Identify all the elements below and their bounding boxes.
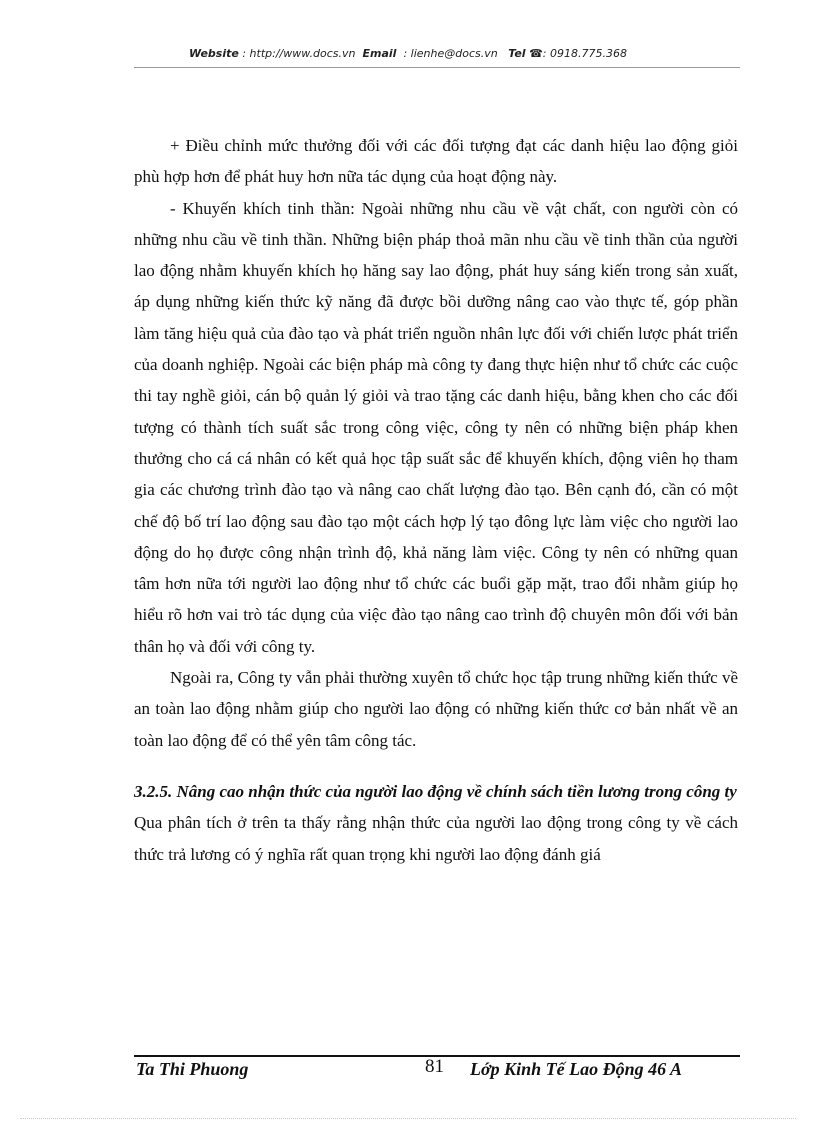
header-divider xyxy=(134,67,740,68)
website-value: : http://www.docs.vn xyxy=(242,47,356,60)
page-number: 81 xyxy=(425,1056,444,1077)
footer-author: Ta Thi Phuong xyxy=(136,1059,249,1079)
email-label: Email xyxy=(362,47,397,60)
phone-icon: ☎ xyxy=(529,47,543,60)
paragraph-salary-awareness: Qua phân tích ở trên ta thấy rằng nhận thức của người lao động trong công ty về cách thức trả lương có ý nghĩa rất quan trọng khi người lao động đánh giá xyxy=(134,813,738,864)
section-heading: 3.2.5. Nâng cao nhận thức của người lao động về chính sách tiền lương trong công ty xyxy=(134,781,737,801)
website-label: Website xyxy=(189,47,239,60)
footer-class-name: Lớp Kinh Tế Lao Động 46 A xyxy=(470,1059,683,1079)
page-header xyxy=(0,47,816,60)
paragraph-reward-adjustment: + Điều chỉnh mức thưởng đối với các đối tượng đạt các danh hiệu lao động giỏi phù hợp hơn để phát huy hơn nữa tác dụng của hoạt động này. xyxy=(134,136,738,187)
paragraph-safety-training: Ngoài ra, Công ty vẫn phải thường xuyên tổ chức học tập trung những kiến thức về an toàn lao động nhằm giúp cho người lao động có những kiến thức cơ bản nhất về an toàn lao động để có thể yên tâm công tác. xyxy=(134,668,738,750)
email-value: : lienhe@docs.vn xyxy=(403,47,498,60)
tel-label: Tel xyxy=(508,47,526,60)
page-bottom-border xyxy=(20,1118,796,1119)
document-body xyxy=(134,130,738,870)
paragraph-spiritual-encouragement: - Khuyến khích tinh thần: Ngoài những nhu cầu về vật chất, con người còn có những nhu cầu về tinh thần. Những biện pháp thoả mãn nhu cầu về tinh thần của người lao động nhằm khuyến khích họ hăng say lao động, phát huy sáng kiến trong sản xuất, áp dụng những kiến thức kỹ năng đã được bồi dưỡng nâng cao vào thực tế, góp phần làm tăng hiệu quả của đào tạo và phát triển nguồn nhân lực đối với chiến lược phát triển của doanh nghiệp. Ngoài các biện pháp mà công ty đang thực hiện như tổ chức các cuộc thi tay nghề giỏi, cán bộ quản lý giỏi và trao tặng các danh hiệu, bằng khen cho các đối tượng có thành tích suất sắc trong công việc, công ty nên có những biện pháp khen thưởng cho cá cá nhân có kết quả học tập suất sắc để khuyến khích, động viên họ tham gia các chương trình đào tạo và nâng cao chất lượng đào tạo. Bên cạnh đó, cần có một chế độ bố trí lao động sau đào tạo một cách hợp lý tạo đông lực làm việc cho người lao động do họ được công nhận trình độ, khả năng làm việc. Công ty nên có những quan tâm hơn nữa tới người lao động như tổ chức các buổi gặp mặt, trao đổi nhằm giúp họ hiểu rõ hơn vai trò tác dụng của việc đào tạo nâng cao trình độ chuyên môn đối với bản thân họ và đối với công ty. xyxy=(134,198,738,656)
tel-value: : 0918.775.368 xyxy=(542,47,627,60)
